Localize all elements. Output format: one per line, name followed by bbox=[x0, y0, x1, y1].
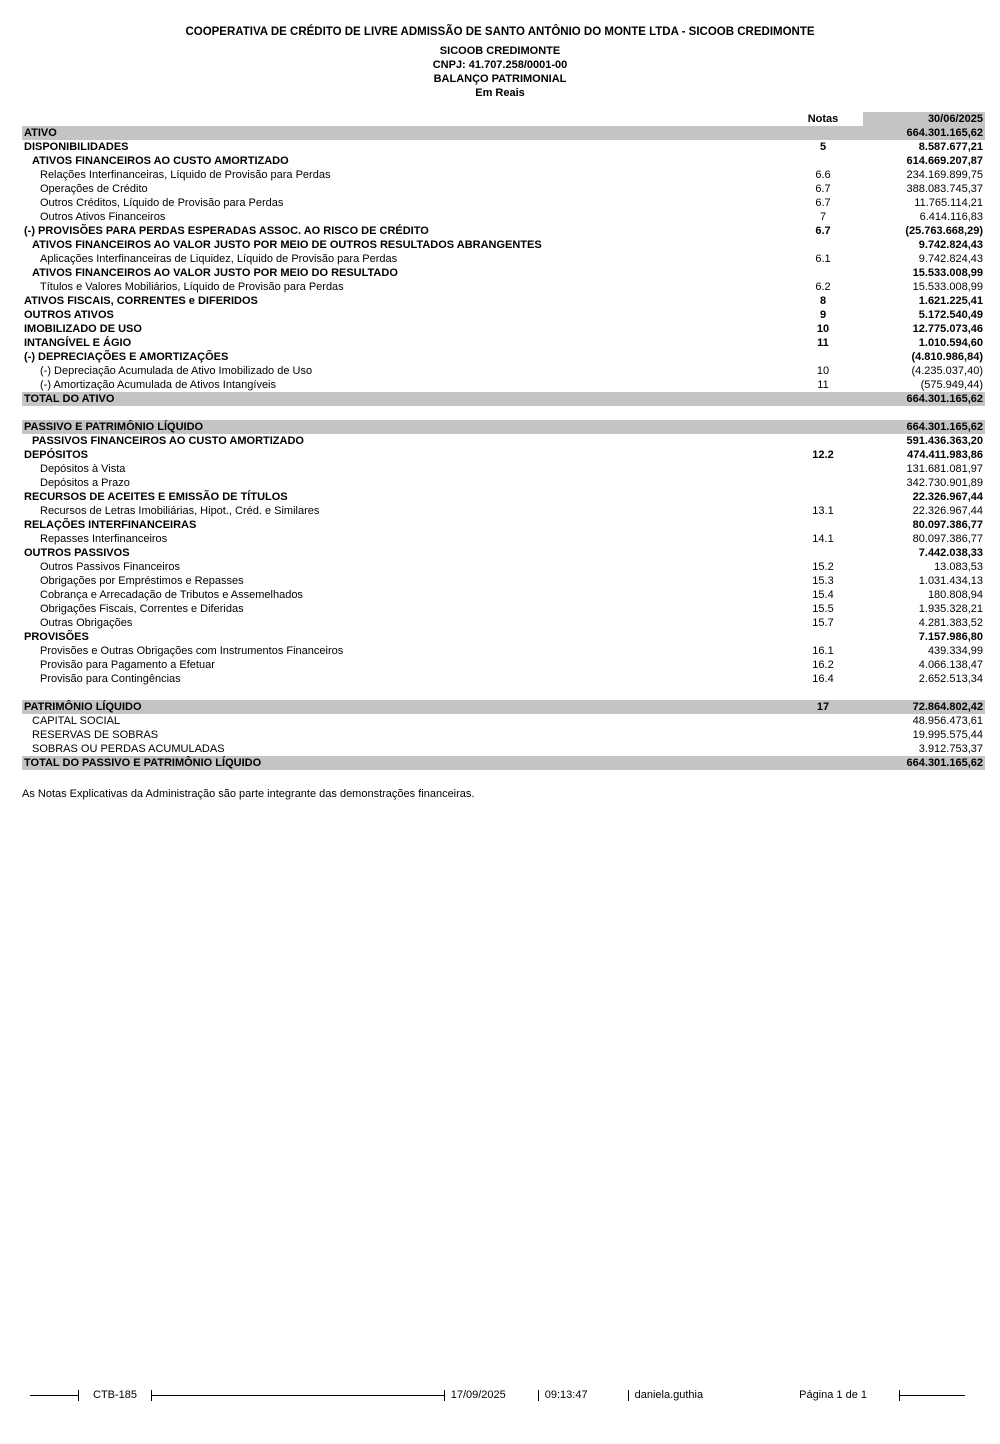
row-value: 388.083.745,37 bbox=[906, 183, 983, 195]
row-notas: 15.5 bbox=[812, 603, 834, 615]
date-column-header: 30/06/2025 bbox=[863, 112, 985, 126]
row-label: CAPITAL SOCIAL bbox=[32, 715, 121, 727]
row-notas: 6.6 bbox=[815, 169, 831, 181]
row-value: 474.411.983,86 bbox=[907, 449, 983, 461]
row-label: Outros Ativos Financeiros bbox=[40, 211, 166, 223]
row-value: 2.652.513,34 bbox=[918, 673, 983, 685]
footer-code: CTB-185 bbox=[93, 1389, 138, 1401]
row-notas: 11 bbox=[817, 379, 829, 391]
row-label: Operações de Crédito bbox=[40, 183, 148, 195]
table-row bbox=[22, 672, 985, 686]
report-footer bbox=[30, 1388, 965, 1402]
row-label: PATRIMÔNIO LÍQUIDO bbox=[24, 701, 142, 713]
row-notas: 6.7 bbox=[815, 183, 831, 195]
row-notas: 15.3 bbox=[812, 575, 834, 587]
table-row bbox=[22, 546, 985, 560]
table-row bbox=[22, 322, 985, 336]
table-row bbox=[22, 420, 985, 434]
table-row bbox=[22, 378, 985, 392]
table-row bbox=[22, 182, 985, 196]
row-label: Outros Créditos, Líquido de Provisão para Perdas bbox=[40, 197, 284, 209]
table-row bbox=[22, 280, 985, 294]
row-value: 1.621.225,41 bbox=[918, 295, 983, 307]
table-row bbox=[22, 294, 985, 308]
row-value: 48.956.473,61 bbox=[912, 715, 983, 727]
row-label: RELAÇÕES INTERFINANCEIRAS bbox=[24, 519, 197, 531]
currency-note: Em Reais bbox=[475, 87, 525, 99]
report-title: BALANÇO PATRIMONIAL bbox=[433, 73, 567, 85]
row-notas: 15.2 bbox=[812, 561, 834, 573]
row-notas: 5 bbox=[819, 141, 827, 153]
row-value: (575.949,44) bbox=[920, 379, 983, 391]
table-row bbox=[22, 392, 985, 406]
notas-column-header: Notas bbox=[807, 112, 839, 125]
row-label: Depósitos a Prazo bbox=[40, 477, 130, 489]
row-value: 19.995.575,44 bbox=[912, 729, 983, 741]
row-label: DEPÓSITOS bbox=[24, 449, 88, 461]
table-row bbox=[22, 154, 985, 168]
table-row bbox=[22, 266, 985, 280]
table-row bbox=[22, 574, 985, 588]
balance-table bbox=[22, 112, 985, 800]
footer-user: daniela.guthia bbox=[634, 1389, 704, 1401]
row-label: Obrigações Fiscais, Correntes e Diferidas bbox=[40, 603, 244, 615]
row-label: RESERVAS DE SOBRAS bbox=[32, 729, 159, 741]
table-row bbox=[22, 476, 985, 490]
row-value: 22.326.967,44 bbox=[912, 491, 983, 503]
row-notas: 17 bbox=[816, 701, 830, 713]
table-row bbox=[22, 224, 985, 238]
row-label: SOBRAS OU PERDAS ACUMULADAS bbox=[32, 743, 225, 755]
row-notas: 15.4 bbox=[812, 589, 834, 601]
table-spacer bbox=[22, 686, 985, 700]
footer-time: 09:13:47 bbox=[544, 1389, 588, 1401]
row-label: Outras Obrigações bbox=[40, 617, 133, 629]
row-value: 234.169.899,75 bbox=[906, 169, 983, 181]
table-row bbox=[22, 518, 985, 532]
row-label: ATIVOS FINANCEIROS AO VALOR JUSTO POR MEIO DE OUTROS RESULTADOS ABRANGENTES bbox=[32, 239, 542, 251]
row-label: TOTAL DO ATIVO bbox=[24, 393, 115, 405]
row-value: (4.235.037,40) bbox=[911, 365, 983, 377]
row-value: 13.083,53 bbox=[934, 561, 983, 573]
row-label: (-) PROVISÕES PARA PERDAS ESPERADAS ASSOC. AO RISCO DE CRÉDITO bbox=[24, 225, 429, 237]
row-notas: 11 bbox=[817, 337, 829, 349]
row-value: 591.436.363,20 bbox=[906, 435, 983, 447]
row-value: 3.912.753,37 bbox=[918, 743, 983, 755]
table-row bbox=[22, 728, 985, 742]
table-row bbox=[22, 462, 985, 476]
table-row bbox=[22, 238, 985, 252]
table-row bbox=[22, 742, 985, 756]
row-label: PASSIVOS FINANCEIROS AO CUSTO AMORTIZADO bbox=[32, 435, 304, 447]
row-label: OUTROS ATIVOS bbox=[24, 309, 114, 321]
row-label: Provisão para Contingências bbox=[40, 673, 181, 685]
table-row bbox=[22, 168, 985, 182]
table-row bbox=[22, 532, 985, 546]
row-notas: 10 bbox=[816, 365, 830, 377]
row-label: PROVISÕES bbox=[24, 631, 89, 643]
row-label: Recursos de Letras Imobiliárias, Hipot., Créd. e Similares bbox=[40, 505, 320, 517]
table-row bbox=[22, 308, 985, 322]
table-row bbox=[22, 658, 985, 672]
row-value: 1.010.594,60 bbox=[918, 337, 983, 349]
row-value: 11.765.114,21 bbox=[914, 197, 983, 209]
row-value: 1.031.434,13 bbox=[918, 575, 983, 587]
row-value: 9.742.824,43 bbox=[918, 253, 983, 265]
footer-page: Página 1 de 1 bbox=[799, 1389, 867, 1401]
table-row bbox=[22, 252, 985, 266]
row-value: 131.681.081,97 bbox=[906, 463, 983, 475]
row-notas: 14.1 bbox=[812, 533, 834, 545]
row-value: 1.935.328,21 bbox=[918, 603, 983, 615]
row-value: (4.810.986,84) bbox=[911, 351, 983, 363]
table-row bbox=[22, 350, 985, 364]
row-label: OUTROS PASSIVOS bbox=[24, 547, 130, 559]
row-label: Cobrança e Arrecadação de Tributos e Assemelhados bbox=[40, 589, 303, 601]
row-label: Depósitos à Vista bbox=[40, 463, 126, 475]
row-value: 7.157.986,80 bbox=[918, 631, 983, 643]
table-row bbox=[22, 490, 985, 504]
row-value: 7.442.038,33 bbox=[918, 547, 983, 559]
row-value: 664.301.165,62 bbox=[906, 421, 983, 433]
report-header bbox=[0, 0, 1000, 100]
row-value: 9.742.824,43 bbox=[918, 239, 983, 251]
row-notas: 9 bbox=[819, 309, 827, 321]
row-value: 15.533.008,99 bbox=[912, 267, 983, 279]
table-row bbox=[22, 616, 985, 630]
table-row bbox=[22, 630, 985, 644]
row-label: Relações Interfinanceiras, Líquido de Provisão para Perdas bbox=[40, 169, 331, 181]
table-row bbox=[22, 714, 985, 728]
row-label: (-) Depreciação Acumulada de Ativo Imobilizado de Uso bbox=[40, 365, 313, 377]
row-label: (-) DEPRECIAÇÕES E AMORTIZAÇÕES bbox=[24, 351, 229, 363]
row-label: Obrigações por Empréstimos e Repasses bbox=[40, 575, 244, 587]
row-label: INTANGÍVEL E ÁGIO bbox=[24, 337, 132, 349]
table-row bbox=[22, 756, 985, 770]
row-value: 4.281.383,52 bbox=[918, 617, 983, 629]
row-notas: 15.7 bbox=[812, 617, 834, 629]
row-notas: 16.1 bbox=[812, 645, 834, 657]
row-label: PASSIVO E PATRIMÔNIO LÍQUIDO bbox=[24, 421, 204, 433]
footer-date: 17/09/2025 bbox=[450, 1389, 506, 1401]
company-name: COOPERATIVA DE CRÉDITO DE LIVRE ADMISSÃO DE SANTO ANTÔNIO DO MONTE LTDA - SICOOB CREDIMONTE bbox=[185, 26, 815, 38]
row-value: 664.301.165,62 bbox=[906, 393, 983, 405]
row-notas: 6.1 bbox=[815, 253, 831, 265]
table-row bbox=[22, 448, 985, 462]
footnote: As Notas Explicativas da Administração são parte integrante das demonstrações financeiras. bbox=[22, 788, 475, 800]
row-label: Provisão para Pagamento a Efetuar bbox=[40, 659, 215, 671]
row-notas: 6.2 bbox=[815, 281, 831, 293]
table-row bbox=[22, 504, 985, 518]
table-row bbox=[22, 588, 985, 602]
row-value: 180.808,94 bbox=[927, 589, 983, 601]
row-notas: 16.4 bbox=[812, 673, 834, 685]
table-row bbox=[22, 210, 985, 224]
row-value: 72.864.802,42 bbox=[912, 701, 983, 713]
balance-table-body bbox=[22, 126, 985, 770]
row-value: 4.066.138,47 bbox=[918, 659, 983, 671]
row-value: 8.587.677,21 bbox=[918, 141, 983, 153]
row-notas: 12.2 bbox=[812, 449, 834, 461]
row-value: 5.172.540,49 bbox=[918, 309, 983, 321]
row-value: 342.730.901,89 bbox=[906, 477, 983, 489]
row-label: ATIVOS FINANCEIROS AO CUSTO AMORTIZADO bbox=[32, 155, 289, 167]
row-label: Outros Passivos Financeiros bbox=[40, 561, 180, 573]
column-header-row bbox=[22, 112, 985, 125]
cnpj: CNPJ: 41.707.258/0001-00 bbox=[432, 59, 568, 71]
row-label: Aplicações Interfinanceiras de Liquidez, Líquido de Provisão para Perdas bbox=[40, 253, 398, 265]
row-notas: 6.7 bbox=[815, 225, 831, 237]
row-notas: 6.7 bbox=[815, 197, 831, 209]
footer-line-right bbox=[900, 1395, 965, 1396]
row-value: 6.414.116,83 bbox=[919, 211, 983, 223]
table-row bbox=[22, 140, 985, 154]
row-label: (-) Amortização Acumulada de Ativos Intangíveis bbox=[40, 379, 277, 391]
row-label: Títulos e Valores Mobiliários, Líquido de Provisão para Perdas bbox=[40, 281, 344, 293]
row-value: 12.775.073,46 bbox=[912, 323, 983, 335]
table-row bbox=[22, 126, 985, 140]
row-label: ATIVOS FISCAIS, CORRENTES e DIFERIDOS bbox=[24, 295, 258, 307]
row-value: 80.097.386,77 bbox=[912, 533, 983, 545]
row-label: TOTAL DO PASSIVO E PATRIMÔNIO LÍQUIDO bbox=[24, 757, 262, 769]
row-label: Provisões e Outras Obrigações com Instrumentos Financeiros bbox=[40, 645, 344, 657]
row-notas: 8 bbox=[819, 295, 827, 307]
row-label: ATIVO bbox=[24, 127, 57, 139]
table-row bbox=[22, 560, 985, 574]
table-row bbox=[22, 602, 985, 616]
row-value: 15.533.008,99 bbox=[912, 281, 983, 293]
row-label: Repasses Interfinanceiros bbox=[40, 533, 168, 545]
row-value: 22.326.967,44 bbox=[912, 505, 983, 517]
table-row bbox=[22, 364, 985, 378]
table-row bbox=[22, 434, 985, 448]
table-row bbox=[22, 196, 985, 210]
row-value: 614.669.207,87 bbox=[906, 155, 983, 167]
row-label: ATIVOS FINANCEIROS AO VALOR JUSTO POR MEIO DO RESULTADO bbox=[32, 267, 398, 279]
footer-line-middle bbox=[152, 1395, 444, 1396]
table-row bbox=[22, 700, 985, 714]
row-notas: 7 bbox=[819, 211, 827, 223]
table-row bbox=[22, 644, 985, 658]
row-value: 664.301.165,62 bbox=[906, 757, 983, 769]
row-label: IMOBILIZADO DE USO bbox=[24, 323, 142, 335]
row-notas: 13.1 bbox=[812, 505, 834, 517]
row-value: 664.301.165,62 bbox=[906, 127, 983, 139]
row-label: DISPONIBILIDADES bbox=[24, 141, 129, 153]
table-row bbox=[22, 336, 985, 350]
footer-line-left bbox=[30, 1395, 78, 1396]
row-notas: 10 bbox=[816, 323, 830, 335]
entity-name: SICOOB CREDIMONTE bbox=[439, 45, 561, 57]
row-value: (25.763.668,29) bbox=[905, 225, 983, 237]
row-value: 439.334,99 bbox=[927, 645, 983, 657]
table-spacer bbox=[22, 406, 985, 420]
row-notas: 16.2 bbox=[812, 659, 834, 671]
row-label: RECURSOS DE ACEITES E EMISSÃO DE TÍTULOS bbox=[24, 491, 288, 503]
row-value: 80.097.386,77 bbox=[912, 519, 983, 531]
